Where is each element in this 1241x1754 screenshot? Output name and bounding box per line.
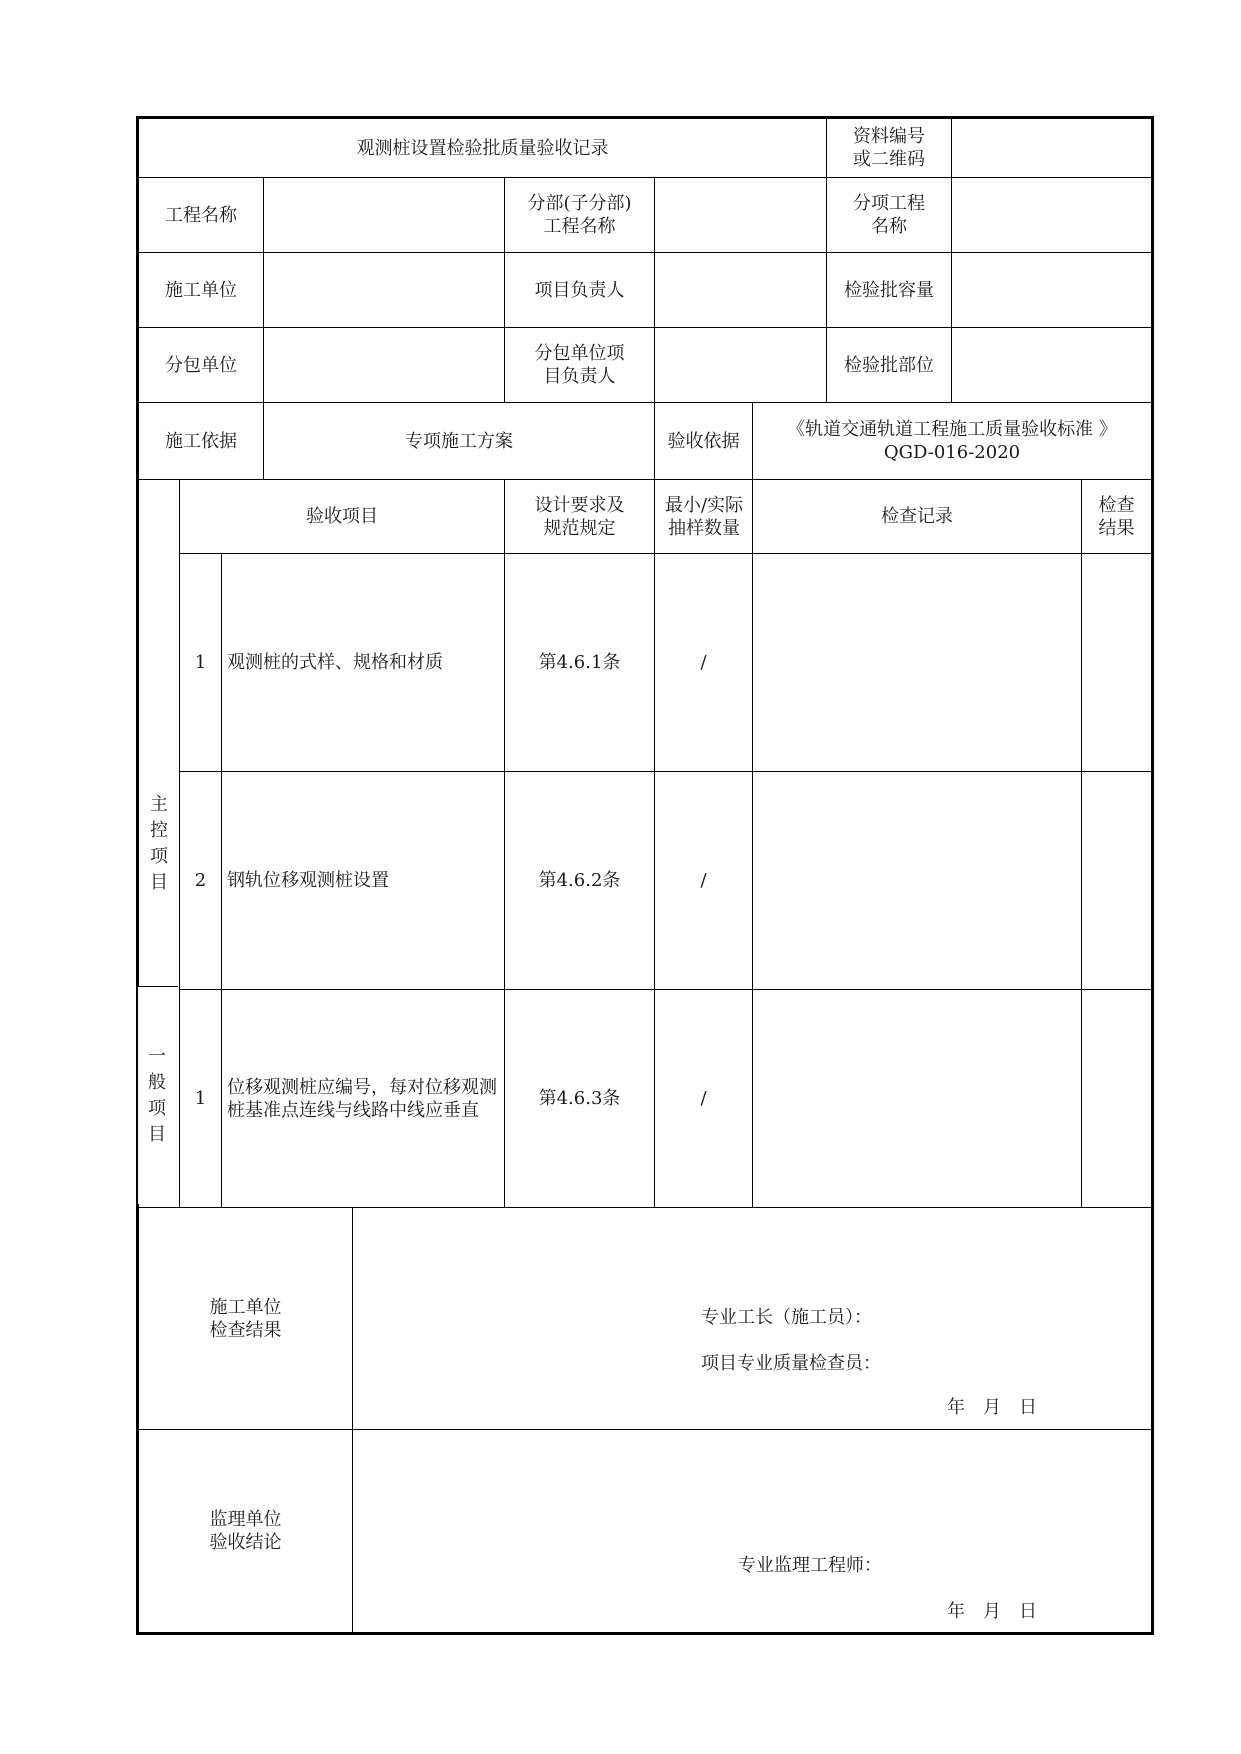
- subcontractor-manager-field[interactable]: [655, 328, 827, 403]
- sub-item-label: 分项工程名称: [827, 178, 952, 253]
- date-label: 年 月 日: [947, 1601, 1037, 1622]
- project-manager-label: 项目负责人: [505, 253, 655, 328]
- item-description: 位移观测桩应编号，每对位移观测桩基准点连线与线路中线应垂直: [222, 990, 505, 1208]
- general-section-label: 一般项目: [138, 986, 178, 1204]
- clause-ref: 第4.6.3条: [505, 990, 655, 1208]
- project-manager-field[interactable]: [655, 253, 827, 328]
- check-record-field[interactable]: [753, 554, 1082, 772]
- row-number: 2: [180, 772, 222, 990]
- project-name-field[interactable]: [264, 178, 505, 253]
- supervisor-check-field[interactable]: [353, 1430, 1153, 1634]
- col-header-design: 设计要求及规范规定: [505, 480, 655, 554]
- sub-division-label: 分部(子分部)工程名称: [505, 178, 655, 253]
- subcontractor-label: 分包单位: [138, 328, 264, 403]
- contractor-check-label: 施工单位检查结果: [138, 1208, 353, 1430]
- col-header-sample: 最小/实际抽样数量: [655, 480, 753, 554]
- sub-item-field[interactable]: [952, 178, 1153, 253]
- construction-basis-label: 施工依据: [138, 403, 264, 480]
- inspector-label: 项目专业质量检查员：: [701, 1353, 881, 1374]
- project-name-label: 工程名称: [138, 178, 264, 253]
- check-record-field[interactable]: [753, 772, 1082, 990]
- subcontractor-manager-label: 分包单位项目负责人: [505, 328, 655, 403]
- acceptance-basis-label: 验收依据: [655, 403, 753, 480]
- sample-count: /: [655, 554, 753, 772]
- check-result-field[interactable]: [1082, 554, 1153, 772]
- batch-location-label: 检验批部位: [827, 328, 952, 403]
- acceptance-record-table: [136, 116, 1154, 1635]
- col-header-result: 检查结果: [1082, 480, 1153, 554]
- check-record-field[interactable]: [753, 990, 1082, 1208]
- contractor-label: 施工单位: [138, 253, 264, 328]
- supervisor-check-label: 监理单位验收结论: [138, 1430, 353, 1634]
- clause-ref: 第4.6.1条: [505, 554, 655, 772]
- main-control-section-label: 主控项目: [138, 480, 180, 1208]
- col-header-record: 检查记录: [753, 480, 1082, 554]
- contractor-check-field[interactable]: [353, 1208, 1153, 1430]
- doc-no-label: 资料编号或二维码: [827, 118, 952, 178]
- sample-count: /: [655, 990, 753, 1208]
- foreman-label: 专业工长（施工员）：: [701, 1307, 872, 1328]
- batch-capacity-field[interactable]: [952, 253, 1153, 328]
- row-number: 1: [180, 990, 222, 1208]
- item-description: 钢轨位移观测桩设置: [222, 772, 505, 990]
- row-number: 1: [180, 554, 222, 772]
- sample-count: /: [655, 772, 753, 990]
- doc-no-field[interactable]: [952, 118, 1153, 178]
- table-row: [138, 554, 1153, 772]
- acceptance-basis-value: 《轨道交通轨道工程施工质量验收标准 》QGD-016-2020: [753, 403, 1153, 480]
- construction-basis-value: 专项施工方案: [264, 403, 655, 480]
- check-result-field[interactable]: [1082, 990, 1153, 1208]
- sub-division-field[interactable]: [655, 178, 827, 253]
- table-row: [138, 990, 1153, 1208]
- col-header-item: 验收项目: [180, 480, 505, 554]
- form-title: 观测桩设置检验批质量验收记录: [138, 118, 827, 178]
- date-label: 年 月 日: [947, 1397, 1037, 1418]
- check-result-field[interactable]: [1082, 772, 1153, 990]
- item-description: 观测桩的式样、规格和材质: [222, 554, 505, 772]
- contractor-field[interactable]: [264, 253, 505, 328]
- table-row: [138, 772, 1153, 990]
- subcontractor-field[interactable]: [264, 328, 505, 403]
- batch-location-field[interactable]: [952, 328, 1153, 403]
- clause-ref: 第4.6.2条: [505, 772, 655, 990]
- engineer-label: 专业监理工程师：: [738, 1555, 882, 1576]
- batch-capacity-label: 检验批容量: [827, 253, 952, 328]
